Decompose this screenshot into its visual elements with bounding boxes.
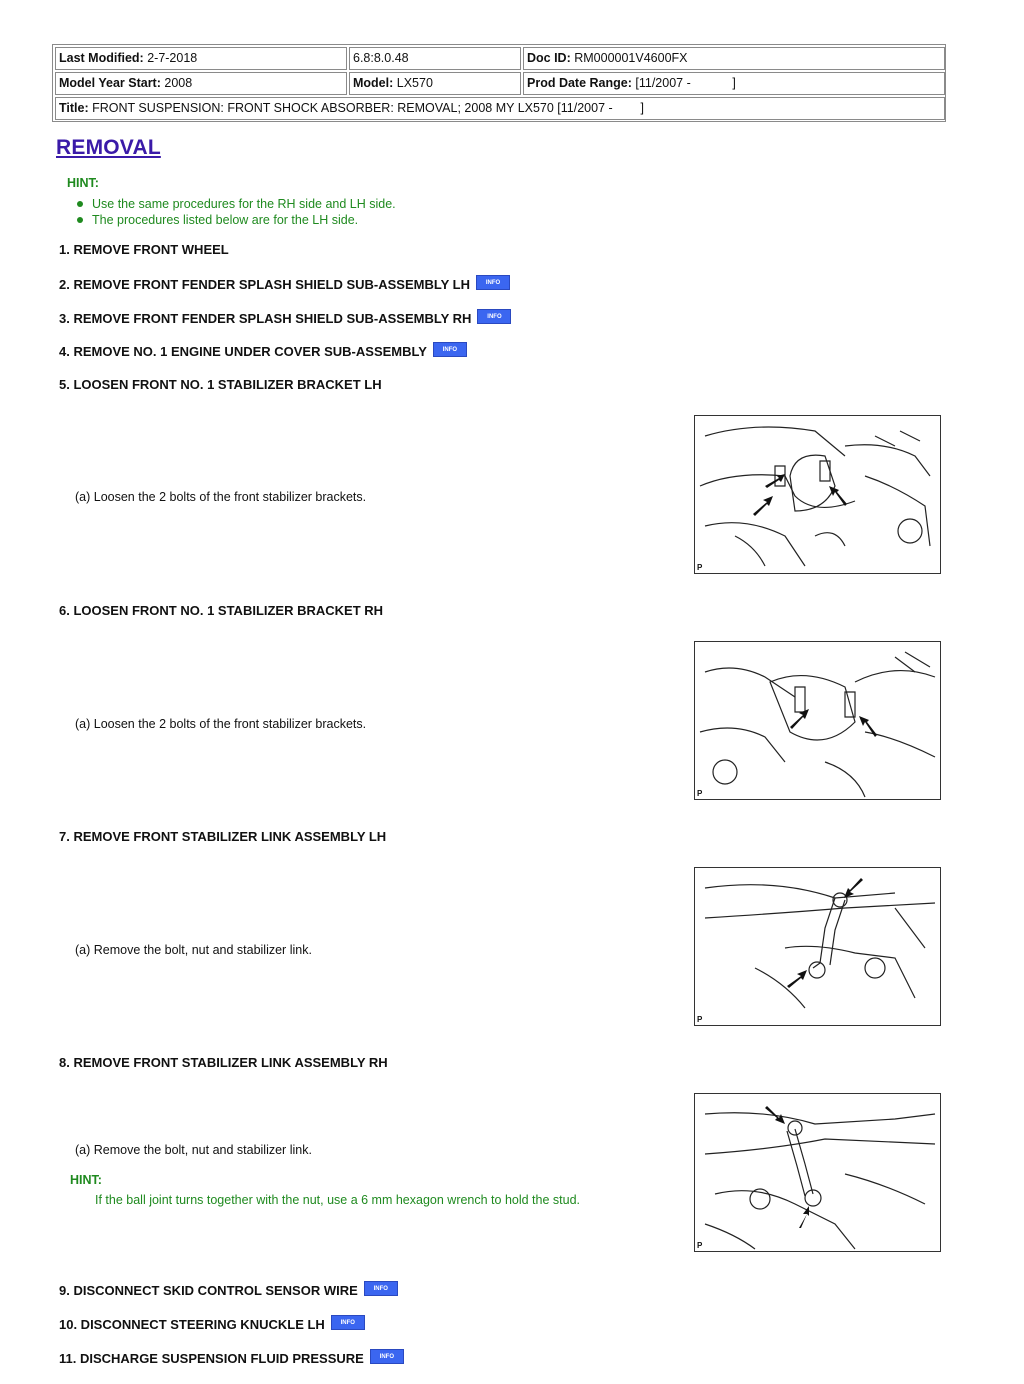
stabilizer-bracket-lh-illustration xyxy=(694,415,941,574)
figure-marker: P xyxy=(697,789,703,798)
info-button[interactable]: INFO xyxy=(331,1315,365,1330)
hint-label: HINT: xyxy=(67,176,99,190)
hint-text-2: If the ball joint turns together with the nut, use a 6 mm hexagon wrench to hold the stud. xyxy=(95,1193,581,1207)
model-cell xyxy=(349,72,521,95)
prod-date-range-cell xyxy=(523,72,945,95)
step-label: 6. LOOSEN FRONT NO. 1 STABILIZER BRACKET RH xyxy=(59,603,384,618)
step-2 xyxy=(59,277,510,292)
arrow-icon xyxy=(695,416,941,574)
info-button[interactable]: INFO xyxy=(364,1281,398,1296)
hint-label-2: HINT: xyxy=(70,1173,102,1187)
doc-id-cell xyxy=(523,47,945,70)
title-cell xyxy=(55,97,945,120)
step-label: 11. DISCHARGE SUSPENSION FLUID PRESSURE xyxy=(59,1351,364,1366)
info-button[interactable]: INFO xyxy=(476,275,510,290)
version-cell xyxy=(349,47,521,70)
document-header-table xyxy=(52,44,946,122)
last-modified-value: 2-7-2018 xyxy=(147,51,198,65)
model-label: Model: xyxy=(353,76,394,90)
step-10 xyxy=(59,1317,365,1332)
step-label: 2. REMOVE FRONT FENDER SPLASH SHIELD SUB-ASSEMBLY LH xyxy=(59,277,470,292)
step-label: 1. REMOVE FRONT WHEEL xyxy=(59,242,229,257)
doc-id-value: RM000001V4600FX xyxy=(574,51,688,65)
version-value: 6.8:8.0.48 xyxy=(353,51,409,65)
info-button[interactable]: INFO xyxy=(370,1349,404,1364)
step-label: 8. REMOVE FRONT STABILIZER LINK ASSEMBLY RH xyxy=(59,1055,388,1070)
step-label: 10. DISCONNECT STEERING KNUCKLE LH xyxy=(59,1317,325,1332)
arrow-icon xyxy=(695,1094,941,1252)
arrow-icon xyxy=(695,642,941,800)
last-modified-label: Last Modified: xyxy=(59,51,144,65)
stabilizer-link-lh-illustration xyxy=(694,867,941,1026)
step-6 xyxy=(59,603,383,618)
substep-6a: (a) Loosen the 2 bolts of the front stabilizer brackets. xyxy=(75,717,367,731)
step-11 xyxy=(59,1351,404,1366)
title-value: FRONT SUSPENSION: FRONT SHOCK ABSORBER: REMOVAL; 2008 MY LX570 [11/2007 - ] xyxy=(92,101,644,115)
step-9 xyxy=(59,1283,398,1298)
step-3 xyxy=(59,311,511,326)
info-button[interactable]: INFO xyxy=(477,309,511,324)
model-year-value: 2008 xyxy=(164,76,193,90)
step-label: 7. REMOVE FRONT STABILIZER LINK ASSEMBLY LH xyxy=(59,829,387,844)
step-4 xyxy=(59,344,467,359)
step-5 xyxy=(59,377,382,392)
info-button[interactable]: INFO xyxy=(433,342,467,357)
last-modified-cell xyxy=(55,47,347,70)
step-8 xyxy=(59,1055,388,1070)
arrow-icon xyxy=(695,868,941,1026)
substep-8a: (a) Remove the bolt, nut and stabilizer link. xyxy=(75,1143,312,1157)
step-label: 4. REMOVE NO. 1 ENGINE UNDER COVER SUB-ASSEMBLY xyxy=(59,344,427,359)
stabilizer-bracket-rh-illustration xyxy=(694,641,941,800)
doc-id-label: Doc ID: xyxy=(527,51,571,65)
figure-marker: P xyxy=(697,1015,703,1024)
step-1 xyxy=(59,242,229,257)
hint-item: The procedures listed below are for the LH side. xyxy=(74,212,396,228)
step-label: 5. LOOSEN FRONT NO. 1 STABILIZER BRACKET LH xyxy=(59,377,382,392)
prod-date-range-label: Prod Date Range: xyxy=(527,76,632,90)
model-year-cell xyxy=(55,72,347,95)
hint-list xyxy=(74,196,396,228)
prod-date-range-value: [11/2007 - ] xyxy=(635,76,736,90)
step-7 xyxy=(59,829,386,844)
substep-5a: (a) Loosen the 2 bolts of the front stabilizer brackets. xyxy=(75,490,367,504)
hint-item: Use the same procedures for the RH side and LH side. xyxy=(74,196,396,212)
step-label: 3. REMOVE FRONT FENDER SPLASH SHIELD SUB-ASSEMBLY RH xyxy=(59,311,472,326)
step-label: 9. DISCONNECT SKID CONTROL SENSOR WIRE xyxy=(59,1283,358,1298)
model-year-label: Model Year Start: xyxy=(59,76,161,90)
model-value: LX570 xyxy=(396,76,433,90)
stabilizer-link-rh-illustration xyxy=(694,1093,941,1252)
figure-marker: P xyxy=(697,563,703,572)
substep-7a: (a) Remove the bolt, nut and stabilizer link. xyxy=(75,943,312,957)
title-label: Title: xyxy=(59,101,89,115)
section-title: REMOVAL xyxy=(56,136,161,159)
figure-marker: P xyxy=(697,1241,703,1250)
